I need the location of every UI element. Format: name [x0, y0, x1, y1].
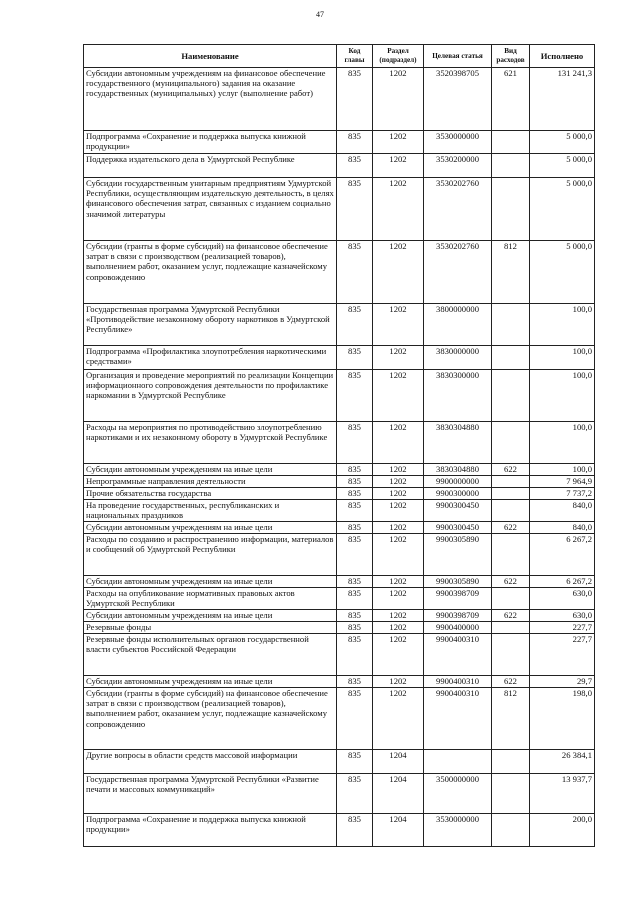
cell-done: 100,0	[530, 422, 595, 464]
cell-section: 1204	[373, 814, 424, 847]
cell-target: 9900300000	[424, 488, 492, 500]
cell-name: Государственная программа Удмуртской Республики «Развитие печати и массовых коммуникаций»	[84, 774, 337, 814]
cell-target: 9900000000	[424, 476, 492, 488]
table-row	[84, 588, 595, 610]
cell-code: 835	[337, 634, 373, 676]
table-row	[84, 370, 595, 422]
cell-expense: 812	[492, 241, 530, 304]
cell-code: 835	[337, 464, 373, 476]
table-row	[84, 610, 595, 622]
cell-name: Расходы на опубликование нормативных правовых актов Удмуртской Республики	[84, 588, 337, 610]
cell-section: 1202	[373, 688, 424, 750]
cell-target: 9900300450	[424, 522, 492, 534]
cell-code: 835	[337, 370, 373, 422]
cell-done: 29,7	[530, 676, 595, 688]
cell-section: 1202	[373, 588, 424, 610]
cell-done: 5 000,0	[530, 241, 595, 304]
cell-section: 1204	[373, 750, 424, 774]
cell-expense: 622	[492, 464, 530, 476]
cell-target: 3500000000	[424, 774, 492, 814]
cell-done: 5 000,0	[530, 154, 595, 178]
cell-target: 9900305890	[424, 576, 492, 588]
cell-done: 6 267,2	[530, 576, 595, 588]
cell-target: 9900400310	[424, 634, 492, 676]
table-row	[84, 500, 595, 522]
table-row	[84, 750, 595, 774]
cell-code: 835	[337, 68, 373, 131]
table-row	[84, 522, 595, 534]
cell-done: 7 737,2	[530, 488, 595, 500]
table-body	[84, 68, 595, 847]
cell-done: 100,0	[530, 304, 595, 346]
cell-code: 835	[337, 131, 373, 154]
cell-target: 3530000000	[424, 131, 492, 154]
cell-expense: 622	[492, 522, 530, 534]
cell-done: 630,0	[530, 610, 595, 622]
table-row	[84, 534, 595, 576]
table-row	[84, 178, 595, 241]
cell-section: 1202	[373, 154, 424, 178]
cell-target: 3520398705	[424, 68, 492, 131]
cell-done: 840,0	[530, 500, 595, 522]
table-row	[84, 131, 595, 154]
cell-code: 835	[337, 622, 373, 634]
cell-section: 1202	[373, 622, 424, 634]
cell-name: Поддержка издательского дела в Удмуртской Республике	[84, 154, 337, 178]
cell-expense	[492, 304, 530, 346]
cell-code: 835	[337, 488, 373, 500]
cell-done: 13 937,7	[530, 774, 595, 814]
table-row	[84, 634, 595, 676]
table-row	[84, 774, 595, 814]
table-row	[84, 464, 595, 476]
cell-expense	[492, 178, 530, 241]
cell-section: 1202	[373, 304, 424, 346]
header-code: Код главы	[337, 45, 373, 68]
cell-section: 1202	[373, 241, 424, 304]
cell-expense	[492, 346, 530, 370]
cell-section: 1202	[373, 534, 424, 576]
cell-code: 835	[337, 346, 373, 370]
cell-name: Субсидии автономным учреждениям на иные цели	[84, 610, 337, 622]
cell-expense	[492, 131, 530, 154]
table-row	[84, 476, 595, 488]
budget-table	[83, 44, 595, 847]
cell-done: 227,7	[530, 622, 595, 634]
cell-name: Прочие обязательства государства	[84, 488, 337, 500]
cell-code: 835	[337, 750, 373, 774]
cell-name: Субсидии автономным учреждениям на иные цели	[84, 464, 337, 476]
cell-section: 1202	[373, 576, 424, 588]
cell-name: Субсидии автономным учреждениям на иные цели	[84, 676, 337, 688]
cell-name: Подпрограмма «Профилактика злоупотребления наркотическими средствами»	[84, 346, 337, 370]
cell-done: 5 000,0	[530, 178, 595, 241]
page-number: 47	[316, 10, 324, 19]
cell-section: 1202	[373, 464, 424, 476]
table-row	[84, 622, 595, 634]
cell-section: 1202	[373, 676, 424, 688]
cell-section: 1202	[373, 500, 424, 522]
cell-target: 3830000000	[424, 346, 492, 370]
cell-section: 1202	[373, 476, 424, 488]
header-target: Целевая статья	[424, 45, 492, 68]
table-row	[84, 346, 595, 370]
table-row	[84, 241, 595, 304]
cell-code: 835	[337, 522, 373, 534]
cell-target: 3800000000	[424, 304, 492, 346]
cell-section: 1202	[373, 610, 424, 622]
cell-target: 9900400000	[424, 622, 492, 634]
cell-target: 3830304880	[424, 464, 492, 476]
cell-section: 1202	[373, 68, 424, 131]
cell-expense: 622	[492, 576, 530, 588]
cell-expense	[492, 750, 530, 774]
cell-done: 227,7	[530, 634, 595, 676]
cell-name: Расходы на мероприятия по противодействию злоупотреблению наркотиками и их незаконному обороту в Удмуртской Республике	[84, 422, 337, 464]
cell-code: 835	[337, 534, 373, 576]
cell-name: Подпрограмма «Сохранение и поддержка выпуска книжной продукции»	[84, 814, 337, 847]
cell-name: Непрограммные направления деятельности	[84, 476, 337, 488]
cell-expense	[492, 422, 530, 464]
cell-code: 835	[337, 610, 373, 622]
cell-done: 5 000,0	[530, 131, 595, 154]
table-row	[84, 422, 595, 464]
table-row	[84, 304, 595, 346]
cell-target: 9900300450	[424, 500, 492, 522]
cell-name: Расходы по созданию и распространению информации, материалов и сообщений об Удмуртской Республики	[84, 534, 337, 576]
cell-target: 9900305890	[424, 534, 492, 576]
cell-expense	[492, 588, 530, 610]
cell-done: 100,0	[530, 464, 595, 476]
cell-expense: 622	[492, 610, 530, 622]
cell-expense: 622	[492, 676, 530, 688]
header-done: Исполнено	[530, 45, 595, 68]
cell-done: 7 964,9	[530, 476, 595, 488]
cell-code: 835	[337, 422, 373, 464]
cell-expense	[492, 370, 530, 422]
cell-code: 835	[337, 814, 373, 847]
cell-expense: 812	[492, 688, 530, 750]
table-header-row	[84, 45, 595, 68]
cell-section: 1202	[373, 422, 424, 464]
table-row	[84, 676, 595, 688]
cell-name: Резервные фонды	[84, 622, 337, 634]
cell-target: 3530000000	[424, 814, 492, 847]
header-name: Наименование	[84, 45, 337, 68]
cell-target: 3830304880	[424, 422, 492, 464]
cell-target: 3830300000	[424, 370, 492, 422]
cell-code: 835	[337, 304, 373, 346]
cell-name: Субсидии автономным учреждениям на иные цели	[84, 522, 337, 534]
cell-target: 9900400310	[424, 676, 492, 688]
table-row	[84, 154, 595, 178]
cell-expense	[492, 476, 530, 488]
cell-section: 1202	[373, 131, 424, 154]
cell-code: 835	[337, 774, 373, 814]
cell-name: Субсидии (гранты в форме субсидий) на финансовое обеспечение затрат в связи с производством (реализацией товаров), выполнением работ, оказанием услуг, подлежащие казначейскому сопровождению	[84, 688, 337, 750]
cell-done: 100,0	[530, 370, 595, 422]
cell-done: 6 267,2	[530, 534, 595, 576]
table-row	[84, 488, 595, 500]
cell-name: Субсидии автономным учреждениям на финансовое обеспечение государственного (муниципального) задания на оказание государственных (муниципальных) услуг (выполнение работ)	[84, 68, 337, 131]
cell-code: 835	[337, 576, 373, 588]
cell-name: Субсидии (гранты в форме субсидий) на финансовое обеспечение затрат в связи с производством (реализацией товаров), выполнением работ, оказанием услуг, подлежащие казначейскому сопровождению	[84, 241, 337, 304]
cell-code: 835	[337, 588, 373, 610]
cell-done: 131 241,3	[530, 68, 595, 131]
cell-done: 200,0	[530, 814, 595, 847]
cell-code: 835	[337, 500, 373, 522]
cell-code: 835	[337, 676, 373, 688]
cell-section: 1202	[373, 488, 424, 500]
cell-expense	[492, 814, 530, 847]
header-expense: Вид расходов	[492, 45, 530, 68]
cell-done: 840,0	[530, 522, 595, 534]
cell-target: 9900400310	[424, 688, 492, 750]
cell-name: Организация и проведение мероприятий по реализации Концепции информационного сопровождения деятельности по профилактике наркомании в Удмуртской Республике	[84, 370, 337, 422]
cell-code: 835	[337, 178, 373, 241]
cell-done: 100,0	[530, 346, 595, 370]
cell-expense	[492, 488, 530, 500]
cell-expense	[492, 534, 530, 576]
cell-name: Субсидии автономным учреждениям на иные цели	[84, 576, 337, 588]
cell-code: 835	[337, 154, 373, 178]
table-row	[84, 688, 595, 750]
cell-name: Подпрограмма «Сохранение и поддержка выпуска книжной продукции»	[84, 131, 337, 154]
cell-done: 26 384,1	[530, 750, 595, 774]
cell-code: 835	[337, 476, 373, 488]
cell-target: 3530202760	[424, 178, 492, 241]
cell-target: 9900398709	[424, 610, 492, 622]
cell-expense	[492, 154, 530, 178]
cell-name: Другие вопросы в области средств массовой информации	[84, 750, 337, 774]
cell-section: 1202	[373, 178, 424, 241]
cell-name: Резервные фонды исполнительных органов государственной власти субъектов Российской Федерации	[84, 634, 337, 676]
table-row	[84, 576, 595, 588]
cell-name: Государственная программа Удмуртской Республики «Противодействие незаконному обороту наркотиков в Удмуртской Республике»	[84, 304, 337, 346]
cell-code: 835	[337, 241, 373, 304]
cell-expense: 621	[492, 68, 530, 131]
cell-name: Субсидии государственным унитарным предприятиям Удмуртской Республики, осуществляющим издательскую деятельность, в целях финансового обеспечения затрат, связанных с изданием социально значимой литературы	[84, 178, 337, 241]
cell-done: 198,0	[530, 688, 595, 750]
cell-expense	[492, 634, 530, 676]
cell-section: 1204	[373, 774, 424, 814]
header-section: Раздел (подраздел)	[373, 45, 424, 68]
cell-section: 1202	[373, 370, 424, 422]
cell-expense	[492, 500, 530, 522]
cell-section: 1202	[373, 634, 424, 676]
cell-section: 1202	[373, 346, 424, 370]
cell-done: 630,0	[530, 588, 595, 610]
cell-name: На проведение государственных, республиканских и национальных праздников	[84, 500, 337, 522]
cell-expense	[492, 774, 530, 814]
cell-target: 3530202760	[424, 241, 492, 304]
table-row	[84, 68, 595, 131]
cell-expense	[492, 622, 530, 634]
cell-target	[424, 750, 492, 774]
cell-target: 3530200000	[424, 154, 492, 178]
cell-section: 1202	[373, 522, 424, 534]
cell-code: 835	[337, 688, 373, 750]
cell-target: 9900398709	[424, 588, 492, 610]
table-row	[84, 814, 595, 847]
